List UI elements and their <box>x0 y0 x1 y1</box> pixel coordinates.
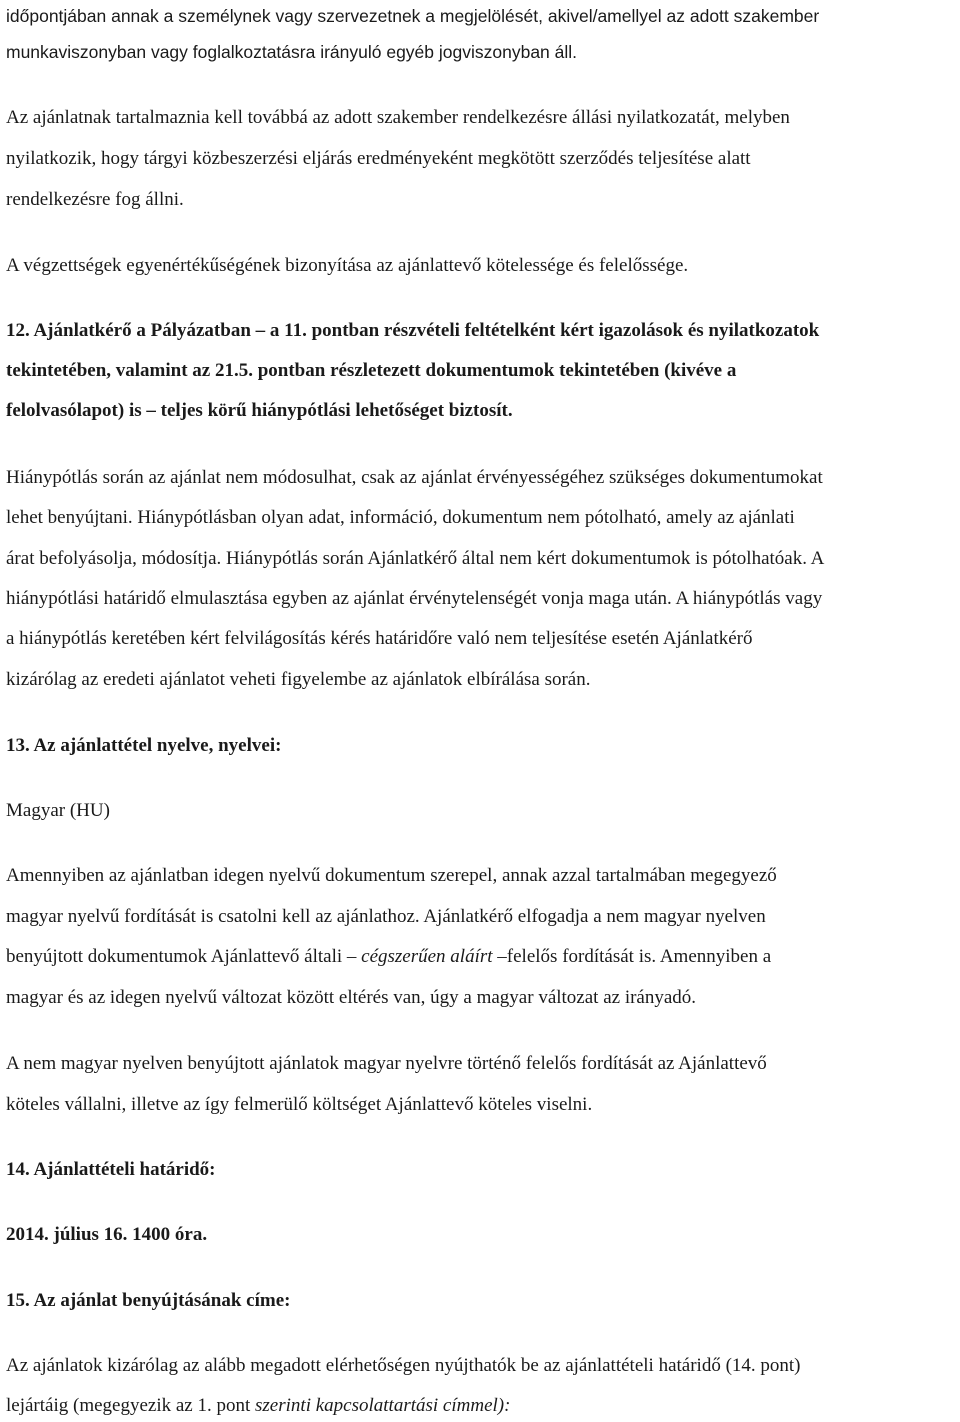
paragraph-line: rendelkezésre fog állni. <box>6 189 184 210</box>
paragraph-line: magyar és az idegen nyelvű változat között eltérés van, úgy a magyar változat az irányadó. <box>6 987 697 1008</box>
section-12-line: felolvasólapot) is – teljes körű hiánypótlási lehetőséget biztosít. <box>6 400 513 421</box>
text-segment: –felelős fordítását is. Amennyiben a <box>492 946 772 967</box>
paragraph-line: kizárólag az eredeti ajánlatot veheti figyelembe az ajánlatok elbírálása során. <box>6 669 591 690</box>
paragraph-line: nyilatkozik, hogy tárgyi közbeszerzési eljárás eredményeként megkötött szerződés teljesítése alatt <box>6 148 751 169</box>
paragraph-line: árat befolyásolja, módosítja. Hiánypótlás során Ajánlatkérő által nem kért dokumentumok is pótolhatóak. A <box>6 548 825 569</box>
text-segment: lejártáig (megegyezik az 1. pont <box>6 1395 256 1416</box>
paragraph-line: Hiánypótlás során az ajánlat nem módosulhat, csak az ajánlat érvényességéhez szükséges dokumentumokat <box>6 467 823 488</box>
paragraph-line <box>6 945 771 969</box>
section-15-heading: 15. Az ajánlat benyújtásának címe: <box>6 1290 291 1311</box>
language-value: Magyar (HU) <box>6 800 110 821</box>
deadline-value: 2014. július 16. 1400 óra. <box>6 1224 208 1245</box>
paragraph-line: Amennyiben az ajánlatban idegen nyelvű dokumentum szerepel, annak azzal tartalmában megegyező <box>6 865 777 886</box>
paragraph-line: Az ajánlatnak tartalmaznia kell továbbá az adott szakember rendelkezésre állási nyilatkozatát, melyben <box>6 107 790 128</box>
paragraph-line: időpontjában annak a személynek vagy szervezetnek a megjelölését, akivel/amellyel az adott szakember <box>6 6 820 26</box>
paragraph-line: lehet benyújtani. Hiánypótlásban olyan adat, információ, dokumentum nem pótolható, amely az ajánlati <box>6 507 795 528</box>
paragraph-line: Az ajánlatok kizárólag az alább megadott elérhetőségen nyújthatók be az ajánlattételi határidő (14. pont) <box>6 1355 801 1376</box>
section-12-line: tekintetében, valamint az 21.5. pontban részletezett dokumentumok tekintetében (kivéve a <box>6 360 737 381</box>
paragraph-line: munkaviszonyban vagy foglalkoztatásra irányuló egyéb jogviszonyban áll. <box>6 42 578 62</box>
paragraph-line: A nem magyar nyelven benyújtott ajánlatok magyar nyelvre történő felelős fordítását az Ajánlattevő <box>6 1053 767 1074</box>
text-segment: benyújtott dokumentumok Ajánlattevő általi – <box>6 946 362 967</box>
paragraph-line: a hiánypótlás keretében kért felvilágosítás kérés határidőre való nem teljesítése esetén Ajánlatkérő <box>6 628 753 649</box>
italic-text: cégszerűen aláírt <box>361 946 493 967</box>
paragraph-line <box>6 1394 510 1418</box>
section-13-heading: 13. Az ajánlattétel nyelve, nyelvei: <box>6 735 282 756</box>
section-14-heading: 14. Ajánlattételi határidő: <box>6 1159 216 1180</box>
paragraph-line: hiánypótlási határidő elmulasztása egyben az ajánlat érvénytelenségét vonja maga után. A hiánypótlás vagy <box>6 588 823 609</box>
paragraph-line: köteles vállalni, illetve az így felmerülő költséget Ajánlattevő köteles viselni. <box>6 1094 593 1115</box>
paragraph-line: magyar nyelvű fordítását is csatolni kell az ajánlathoz. Ajánlatkérő elfogadja a nem magyar nyelven <box>6 906 766 927</box>
section-12-line: 12. Ajánlatkérő a Pályázatban – a 11. pontban részvételi feltételként kért igazolások és nyilatkozatok <box>6 320 820 341</box>
paragraph-line: A végzettségek egyenértékűségének bizonyítása az ajánlattevő kötelessége és felelőssége. <box>6 255 689 276</box>
italic-text: szerinti kapcsolattartási címmel): <box>255 1395 511 1416</box>
